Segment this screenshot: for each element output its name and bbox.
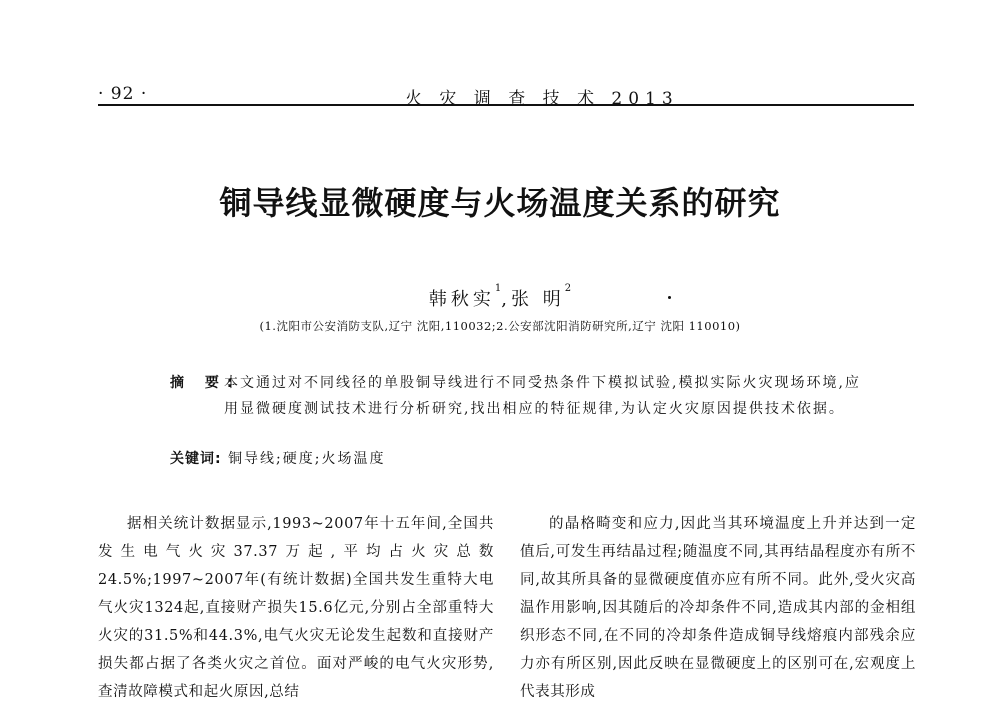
body-paragraph: 据相关统计数据显示,1993~2007年十五年间,全国共发生电气火灾37.37万起,平均占火灾总数24.5%;1997~2007年(有统计数据)全国共发生重特大电气火灾1324起,直接财产损失15.6亿元,分别占全部重特大火灾的31.5%和44.3%,电气火灾无论发生起数和直接财产损失都占据了各类火灾之首位。面对严峻的电气火灾形势,查清故障模式和起火原因,总结 [98, 516, 494, 700]
journal-header: 火 灾 调 查 技 术 2013 [405, 89, 679, 109]
page-number: · 92 · [98, 84, 148, 104]
author-name: 韩秋实 [428, 289, 495, 310]
keywords-text: 铜导线;硬度;火场温度 [228, 451, 386, 467]
body-paragraph: 的晶格畸变和应力,因此当其环境温度上升并达到一定值后,可发生再结晶过程;随温度不同,其再结晶程度亦有所不同,故其所具备的显微硬度值亦应有所不同。此外,受火灾高温作用影响,因其随后的冷却条件不同,造成其内部的金相组织形态不同,在不同的冷却条件造成铜导线熔痕内部残余应力亦有所区别,因此反映在显微硬度上的区别可在,宏观度上代表其形成 [520, 516, 916, 700]
paper-title: 铜导线显微硬度与火场温度关系的研究 [219, 184, 781, 222]
body-column-left [98, 510, 494, 706]
abstract-text: 本文通过对不同线径的单股铜导线进行不同受热条件下模拟试验,模拟实际火灾现场环境,应用显微硬度测试技术进行分析研究,找出相应的特征规律,为认定火灾原因提供技术依据。 [224, 375, 861, 417]
header-rule [98, 104, 914, 106]
keywords-block [170, 448, 386, 468]
affiliation: (1.沈阳市公安消防支队,辽宁 沈阳,110032;2.公安部沈阳消防研究所,辽宁 沈阳 110010) [259, 319, 741, 333]
abstract-block [170, 370, 870, 422]
body-column-right [520, 510, 916, 706]
authors-line [0, 285, 1000, 311]
author-separator: , [501, 289, 511, 310]
affiliation-marker: 1 [494, 283, 502, 294]
speck-mark [668, 296, 671, 299]
author-name: 张 明 [511, 289, 565, 310]
affiliation-marker: 2 [564, 283, 572, 294]
abstract-label: 摘 要: [170, 375, 241, 391]
keywords-label: 关键词: [170, 451, 222, 467]
